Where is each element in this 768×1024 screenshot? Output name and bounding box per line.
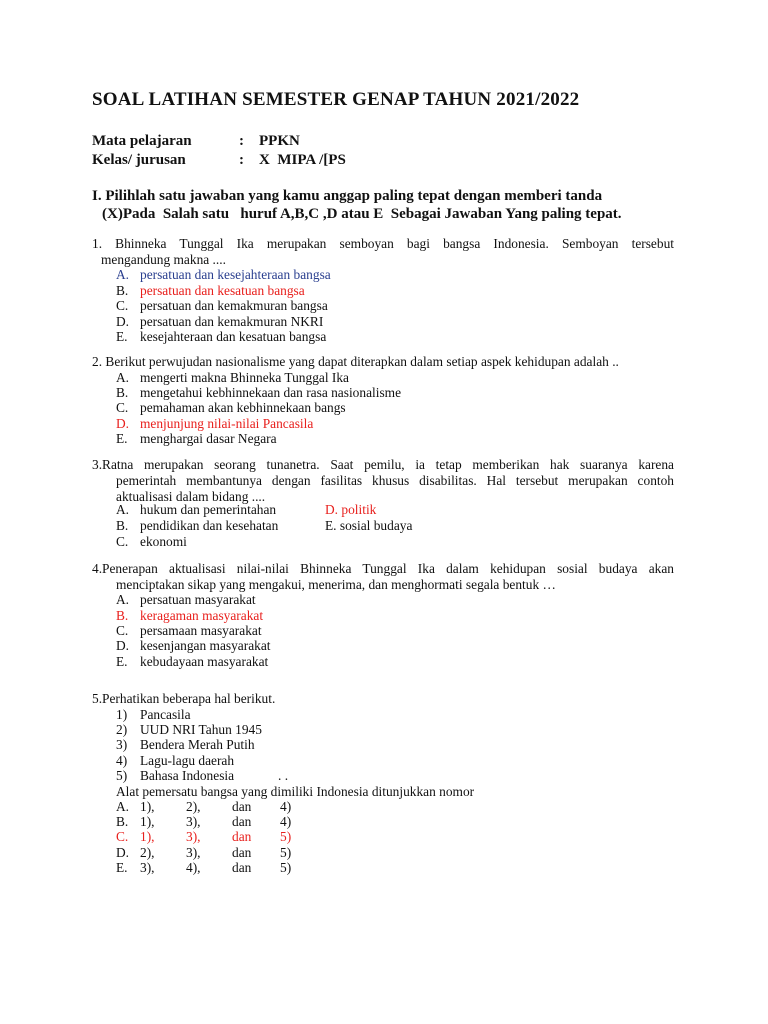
option-letter: E. xyxy=(116,431,128,446)
option-2a[interactable] xyxy=(116,370,349,386)
option-letter: D. xyxy=(116,845,130,860)
question-stem: pemerintah membantunya dengan fasilitas khusus disabilitas. Hal tersebut merupakan contoh xyxy=(116,473,674,488)
option-letter: A. xyxy=(116,592,130,607)
option-letter: E. xyxy=(116,654,128,669)
option-part: 1), xyxy=(140,814,155,829)
list-text: Bendera Merah Putih xyxy=(140,737,255,752)
option-letter: E. xyxy=(116,329,128,344)
option-part: 3), xyxy=(186,845,201,860)
option-text: kesejahteraan dan kesatuan bangsa xyxy=(140,329,327,344)
option-part: 1), xyxy=(140,829,155,844)
option-3b[interactable] xyxy=(116,518,278,534)
option-text: ekonomi xyxy=(140,534,187,549)
option-part: dan xyxy=(232,845,252,860)
option-text: pendidikan dan kesehatan xyxy=(140,518,279,533)
option-text: menjunjung nilai-nilai Pancasila xyxy=(140,416,314,431)
option-letter: D. xyxy=(116,638,130,653)
question-5 xyxy=(92,691,674,707)
option-5a[interactable] xyxy=(116,799,291,815)
option-part: 4) xyxy=(280,799,292,814)
option-text: persatuan dan kesatuan bangsa xyxy=(140,283,305,298)
option-4d[interactable] xyxy=(116,638,271,654)
option-2d-answer[interactable] xyxy=(116,416,313,432)
question-4 xyxy=(92,561,674,593)
option-letter: B. xyxy=(116,814,129,829)
option-part: 1), xyxy=(140,799,155,814)
question-2 xyxy=(92,354,674,370)
option-2b[interactable] xyxy=(116,385,401,401)
option-letter: C. xyxy=(116,623,129,638)
question-stem: aktualisasi dalam bidang .... xyxy=(116,489,266,504)
option-part: dan xyxy=(232,829,252,844)
page-title: SOAL LATIHAN SEMESTER GENAP TAHUN 2021/2022 xyxy=(92,89,580,110)
option-4c[interactable] xyxy=(116,623,262,639)
option-letter: C. xyxy=(116,534,129,549)
list-number: 2) xyxy=(116,722,128,737)
option-part: dan xyxy=(232,814,252,829)
list-item xyxy=(116,737,255,753)
option-part: 4), xyxy=(186,860,201,875)
option-1e[interactable] xyxy=(116,329,326,345)
option-letter: B. xyxy=(116,283,129,298)
option-letter: D. xyxy=(116,416,130,431)
option-text: keragaman masyarakat xyxy=(140,608,264,623)
option-text: mengerti makna Bhinneka Tunggal Ika xyxy=(140,370,350,385)
option-letter: B. xyxy=(116,518,129,533)
option-text: kebudayaan masyarakat xyxy=(140,654,269,669)
option-letter: B. xyxy=(116,608,129,623)
list-text: UUD NRI Tahun 1945 xyxy=(140,722,262,737)
question-3 xyxy=(92,457,674,505)
list-number: 4) xyxy=(116,753,128,768)
list-item xyxy=(116,768,234,784)
option-3c[interactable] xyxy=(116,534,187,550)
option-part: 5) xyxy=(280,860,292,875)
option-letter: C. xyxy=(116,400,129,415)
option-5e[interactable] xyxy=(116,860,291,876)
option-letter: A. xyxy=(116,502,130,517)
option-text: persatuan dan kemakmuran bangsa xyxy=(140,298,328,313)
question-prompt: Alat pemersatu bangsa yang dimiliki Indonesia ditunjukkan nomor xyxy=(116,784,475,799)
option-text: hukum dan pemerintahan xyxy=(140,502,277,517)
option-letter: E. xyxy=(325,518,337,533)
option-4b-answer[interactable] xyxy=(116,608,263,624)
meta-value: X MIPA /[PS xyxy=(259,152,346,168)
list-text: Lagu-lagu daerah xyxy=(140,753,235,768)
option-letter: D. xyxy=(325,502,339,517)
meta-class xyxy=(92,152,346,169)
meta-subject xyxy=(92,133,300,150)
option-text: politik xyxy=(341,502,377,517)
option-part: 4) xyxy=(280,814,292,829)
question-stem: 1. Bhinneka Tunggal Ika merupakan semboyan bagi bangsa Indonesia. Semboyan tersebut xyxy=(92,236,674,251)
question-1 xyxy=(92,236,674,268)
instruction-line-1: I. Pilihlah satu jawaban yang kamu anggap paling tepat dengan memberi tanda xyxy=(92,188,603,204)
option-3d-answer[interactable] xyxy=(325,502,376,518)
list-text: Pancasila xyxy=(140,707,191,722)
option-5c-answer[interactable] xyxy=(116,829,291,845)
option-text: persamaan masyarakat xyxy=(140,623,262,638)
option-letter: C. xyxy=(116,298,129,313)
instruction-line-2: (X)Pada Salah satu huruf A,B,C ,D atau E Sebagai Jawaban Yang paling tepat. xyxy=(102,206,622,222)
meta-colon: : xyxy=(239,133,244,149)
option-3e[interactable] xyxy=(325,518,412,534)
option-part: 3), xyxy=(140,860,155,875)
list-item xyxy=(116,707,191,723)
question-stem: 3.Ratna merupakan seorang tunanetra. Saat pemilu, ia tetap memberikan hak suaranya karena xyxy=(92,457,674,472)
option-4e[interactable] xyxy=(116,654,268,670)
list-number: 1) xyxy=(116,707,128,722)
list-text: Bahasa Indonesia xyxy=(140,768,235,783)
option-letter: B. xyxy=(116,385,129,400)
option-3a[interactable] xyxy=(116,502,276,518)
option-part: dan xyxy=(232,860,252,875)
option-part: 2), xyxy=(140,845,155,860)
option-text: sosial budaya xyxy=(339,518,413,533)
option-text: persatuan masyarakat xyxy=(140,592,256,607)
option-1c[interactable] xyxy=(116,298,328,314)
option-letter: D. xyxy=(116,314,130,329)
meta-label: Mata pelajaran xyxy=(92,133,192,149)
trailing-dots: . . xyxy=(278,768,289,783)
list-number: 5) xyxy=(116,768,128,783)
question-stem: 4.Penerapan aktualisasi nilai-nilai Bhinneka Tunggal Ika dalam kehidupan sosial budaya akan xyxy=(92,561,674,576)
meta-value: PPKN xyxy=(259,133,300,149)
option-text: kesenjangan masyarakat xyxy=(140,638,271,653)
meta-colon: : xyxy=(239,152,244,168)
option-part: 2), xyxy=(186,799,201,814)
option-text: mengetahui kebhinnekaan dan rasa nasionalisme xyxy=(140,385,402,400)
option-part: 3), xyxy=(186,829,201,844)
question-stem: 5.Perhatikan beberapa hal berikut. xyxy=(92,691,276,706)
option-1a[interactable] xyxy=(116,267,331,283)
question-stem: 2. Berikut perwujudan nasionalisme yang dapat diterapkan dalam setiap aspek kehidupan adalah .. xyxy=(92,354,619,369)
list-item xyxy=(116,753,234,769)
option-5b[interactable] xyxy=(116,814,291,830)
option-text: persatuan dan kesejahteraan bangsa xyxy=(140,267,331,282)
question-stem: mengandung makna .... xyxy=(101,252,226,267)
option-letter: C. xyxy=(116,829,129,844)
option-letter: A. xyxy=(116,267,130,282)
option-text: persatuan dan kemakmuran NKRI xyxy=(140,314,324,329)
meta-label: Kelas/ jurusan xyxy=(92,152,186,168)
option-text: pemahaman akan kebhinnekaan bangs xyxy=(140,400,346,415)
option-letter: E. xyxy=(116,860,128,875)
option-part: dan xyxy=(232,799,252,814)
option-4a[interactable] xyxy=(116,592,256,608)
option-2e[interactable] xyxy=(116,431,277,447)
option-part: 3), xyxy=(186,814,201,829)
option-1b-answer[interactable] xyxy=(116,283,305,299)
option-1d[interactable] xyxy=(116,314,323,330)
option-text: menghargai dasar Negara xyxy=(140,431,277,446)
option-part: 5) xyxy=(280,829,292,844)
list-item xyxy=(116,722,262,738)
option-5d[interactable] xyxy=(116,845,291,861)
option-letter: A. xyxy=(116,370,130,385)
question-stem: menciptakan sikap yang mengakui, menerima, dan menghormati segala bentuk … xyxy=(116,577,556,592)
option-2c[interactable] xyxy=(116,400,346,416)
option-part: 5) xyxy=(280,845,292,860)
option-letter: A. xyxy=(116,799,130,814)
list-number: 3) xyxy=(116,737,128,752)
